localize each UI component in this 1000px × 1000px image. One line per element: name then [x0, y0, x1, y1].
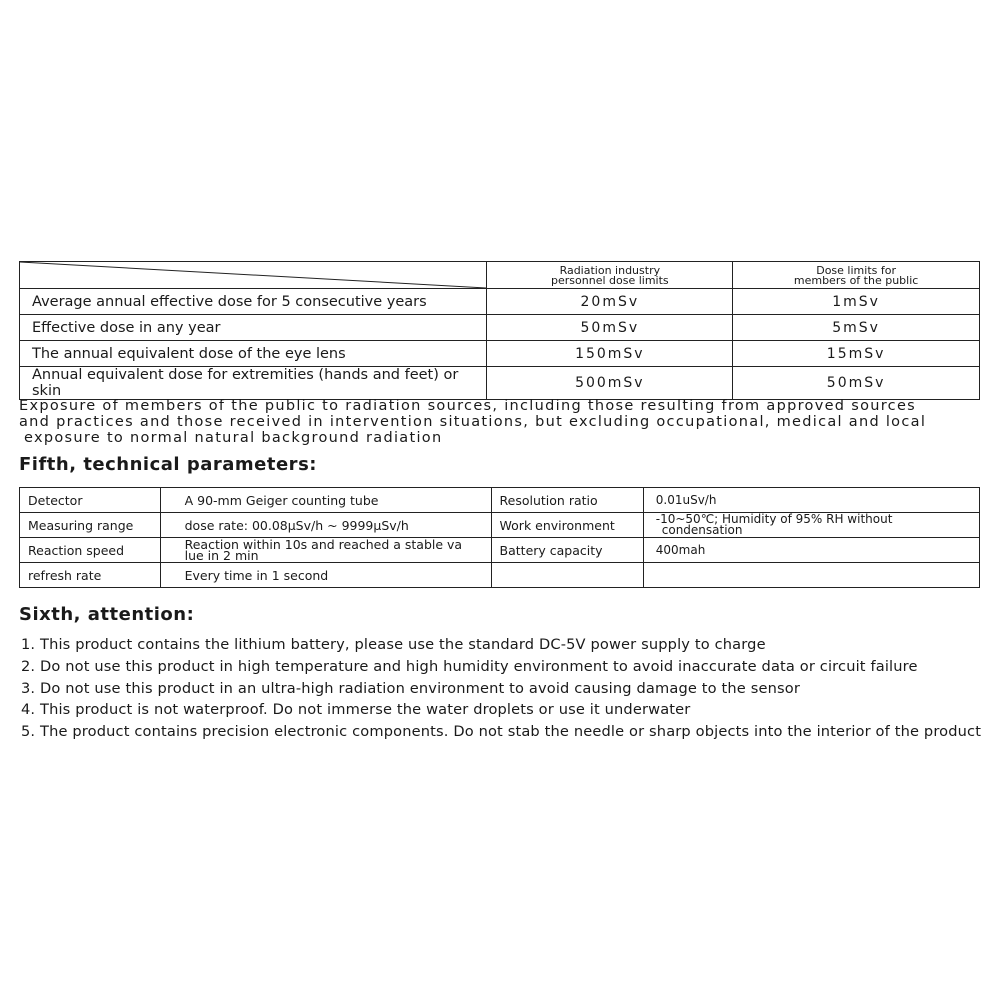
param-name [491, 563, 643, 588]
technical-parameters-table [19, 487, 980, 588]
note-line: Exposure of members of the public to radiation sources, including those resulting from approved sources [19, 398, 917, 414]
industry-value: 50mSv [487, 315, 733, 341]
param-value [160, 538, 491, 563]
param-name: refresh rate [20, 563, 161, 588]
param-value [643, 513, 979, 538]
public-value: 1mSv [733, 289, 980, 315]
param-name: Detector [20, 488, 161, 513]
public-value: 15mSv [733, 341, 980, 367]
section-title-attention: Sixth, attention: [19, 604, 195, 625]
param-value: Every time in 1 second [160, 563, 491, 588]
param-value: A 90-mm Geiger counting tube [160, 488, 491, 513]
param-value: 0.01uSv/h [643, 488, 979, 513]
table-row [20, 341, 980, 367]
param-name: Measuring range [20, 513, 161, 538]
param-value-line2: condensation [661, 523, 743, 537]
diagonal-divider [20, 262, 486, 288]
table-row [20, 563, 980, 588]
list-item: 5. The product contains precision electronic components. Do not stab the needle or sharp objects into the interior of the product [21, 723, 982, 741]
table-row [20, 538, 980, 563]
list-item: 2. Do not use this product in high temperature and high humidity environment to avoid inaccurate data or circuit failure [21, 657, 918, 675]
public-header-line1: Dose limits for [816, 264, 896, 277]
table-row [20, 488, 980, 513]
list-item: 1. This product contains the lithium battery, please use the standard DC-5V power supply to charge [21, 636, 766, 653]
dose-table-corner-cell [20, 262, 487, 289]
table-row [20, 315, 980, 341]
table-row [20, 289, 980, 315]
param-value: dose rate: 00.08μSv/h ~ 9999μSv/h [160, 513, 491, 538]
list-item: 3. Do not use this product in an ultra-high radiation environment to avoid causing damage to the sensor [21, 679, 800, 697]
list-item: 4. This product is not waterproof. Do not immerse the water droplets or use it underwater [21, 701, 691, 719]
param-name: Battery capacity [491, 538, 643, 563]
param-name: Work environment [491, 513, 643, 538]
table-row [20, 367, 980, 400]
row-label: The annual equivalent dose of the eye lens [20, 341, 487, 367]
param-value-line1: -10~50℃; Humidity of 95% RH without [655, 512, 893, 526]
row-label: Annual equivalent dose for extremities (hands and feet) or skin [20, 367, 487, 400]
param-value: 400mah [643, 538, 979, 563]
param-value-line1: Reaction within 10s and reached a stable va [184, 537, 463, 552]
note-line: and practices and those received in intervention situations, but excluding occupational, medical and local [19, 414, 927, 430]
section-title-technical-parameters: Fifth, technical parameters: [19, 454, 317, 475]
public-header-line2: members of the public [793, 274, 919, 287]
dose-table-header-row [20, 262, 980, 289]
param-name: Reaction speed [20, 538, 161, 563]
industry-value: 20mSv [487, 289, 733, 315]
public-exposure-note [19, 398, 989, 446]
table-row [20, 513, 980, 538]
public-value: 5mSv [733, 315, 980, 341]
industry-value: 500mSv [487, 367, 733, 400]
param-value-line2: lue in 2 min [184, 548, 259, 563]
row-label: Effective dose in any year [20, 315, 487, 341]
row-label: Average annual effective dose for 5 consecutive years [20, 289, 487, 315]
public-limits-header [733, 262, 980, 289]
industry-header-line1: Radiation industry [559, 264, 661, 277]
dose-limits-table [19, 261, 980, 400]
param-name: Resolution ratio [491, 488, 643, 513]
industry-header-line2: personnel dose limits [551, 274, 669, 287]
industry-limits-header [487, 262, 733, 289]
attention-list [21, 636, 996, 745]
param-value [643, 563, 979, 588]
note-line: exposure to normal natural background radiation [24, 430, 443, 446]
industry-value: 150mSv [487, 341, 733, 367]
public-value: 50mSv [733, 367, 980, 400]
